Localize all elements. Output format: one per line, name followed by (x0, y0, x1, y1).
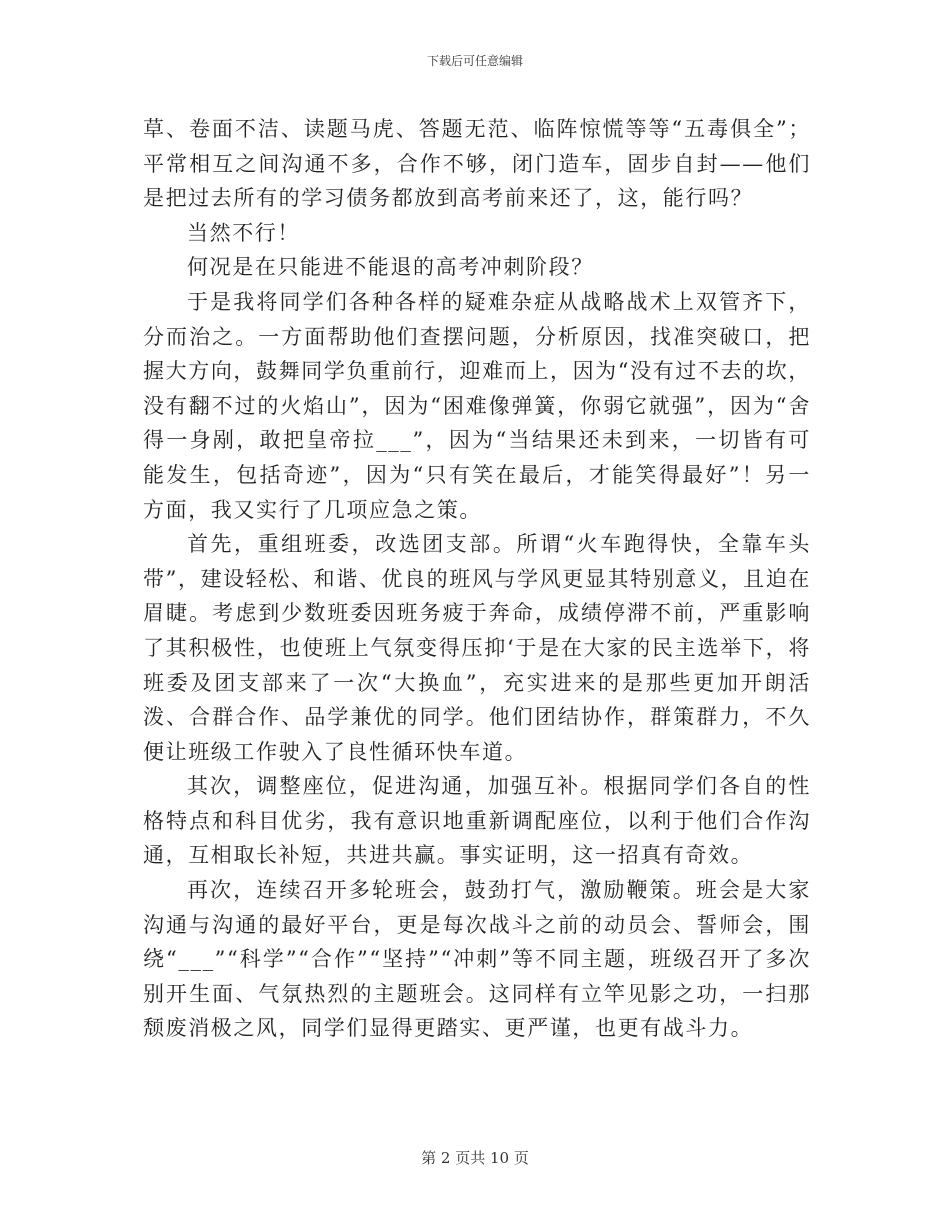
paragraph-6: 其次，调整座位，促进沟通，加强互补。根据同学们各自的性格特点和科目优劣，我有意识地重新调配座位，以利于他们合作沟通，互相取长补短，共进共赢。事实证明，这一招真有奇效。 (143, 774, 811, 868)
paragraph-2: 当然不行！ (187, 220, 300, 245)
paragraph-7: 再次，连续召开多轮班会，鼓劲打气，激励鞭策。班会是大家沟通与沟通的最好平台，更是每次战斗之前的动员会、誓师会，围绕“___”“科学”“合作”“坚持”“冲刺”等不同主题，班级召开了多次别开生面、气氛热烈的主题班会。这同样有立竿见影之功，一扫那颓废消极之风，同学们显得更踏实、更严谨，也更有战斗力。 (143, 878, 811, 1041)
paragraph-5: 首先，重组班委，改选团支部。所谓“火车跑得快，全靠车头带”，建设轻松、和谐、优良的班风与学风更显其特别意义，且迫在眉睫。考虑到少数班委因班务疲于奔命，成绩停滞不前，严重影响了其积极性，也使班上气氛变得压抑‘于是在大家的民主选举下，将班委及团支部来了一次“大换血”，充实进来的是那些更加开朗活泼、合群合作、品学兼优的同学。他们团结协作，群策群力，不久便让班级工作驶入了良性循环快车道。 (143, 532, 811, 764)
paragraph-4: 于是我将同学们各种各样的疑难杂症从战略战术上双管齐下，分而治之。一方面帮助他们查摆问题，分析原因，找准突破口，把握大方向，鼓舞同学负重前行，迎难而上，因为“没有过不去的坎，没有翻不过的火焰山”，因为“困难像弹簧，你弱它就强”，因为“舍得一身剐，敢把皇帝拉___”，因为“当结果还未到来，一切皆有可能发生，包括奇迹”，因为“只有笑在最后，才能笑得最好”！另一方面，我又实行了几项应急之策。 (143, 289, 811, 522)
paragraph-1: 草、卷面不洁、读题马虎、答题无范、临阵惊慌等等“五毒俱全”；平常相互之间沟通不多，合作不够，闭门造车，固步自封——他们是把过去所有的学习债务都放到高考前来还了，这，能行吗？ (143, 117, 811, 211)
document-body (143, 112, 811, 1046)
page-header: 下载后可任意编辑 (426, 54, 523, 68)
paragraph-3: 何况是在只能进不能退的高考冲刺阶段？ (187, 255, 594, 280)
page-footer: 第 2 页共 10 页 (421, 1149, 529, 1167)
